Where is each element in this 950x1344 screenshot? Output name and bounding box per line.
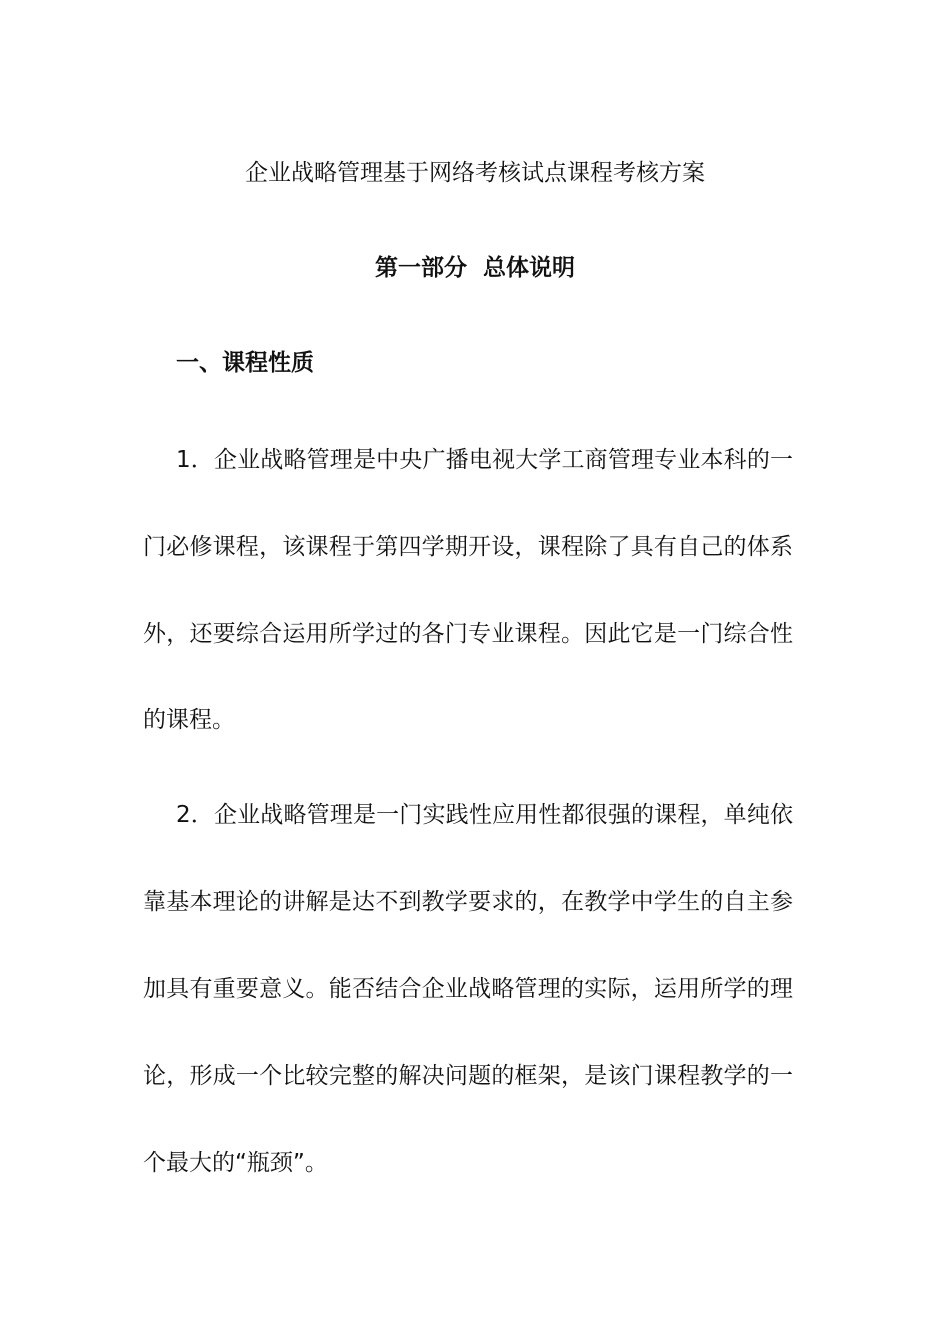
paragraph-line: 的课程。 <box>143 707 235 733</box>
paragraph-line: 1．企业战略管理是中央广播电视大学工商管理专业本科的一 <box>176 447 793 473</box>
section-title: 一、课程性质 <box>176 350 314 376</box>
paragraph-line: 门必修课程，该课程于第四学期开设，课程除了具有自己的体系 <box>143 534 793 560</box>
paragraph-line: 靠基本理论的讲解是达不到教学要求的，在教学中学生的自主参 <box>143 889 793 915</box>
paragraph-line: 加具有重要意义。能否结合企业战略管理的实际，运用所学的理 <box>143 976 793 1002</box>
part-title: 第一部分 总体说明 <box>374 255 575 281</box>
paragraph-line: 论，形成一个比较完整的解决问题的框架，是该门课程教学的一 <box>143 1063 793 1089</box>
paragraph-line: 2．企业战略管理是一门实践性应用性都很强的课程，单纯依 <box>176 802 793 828</box>
paragraph-line: 个最大的“瓶颈”。 <box>143 1150 328 1176</box>
paragraph-line: 外，还要综合运用所学过的各门专业课程。因此它是一门综合性 <box>143 621 793 647</box>
document-title: 企业战略管理基于网络考核试点课程考核方案 <box>245 160 705 186</box>
